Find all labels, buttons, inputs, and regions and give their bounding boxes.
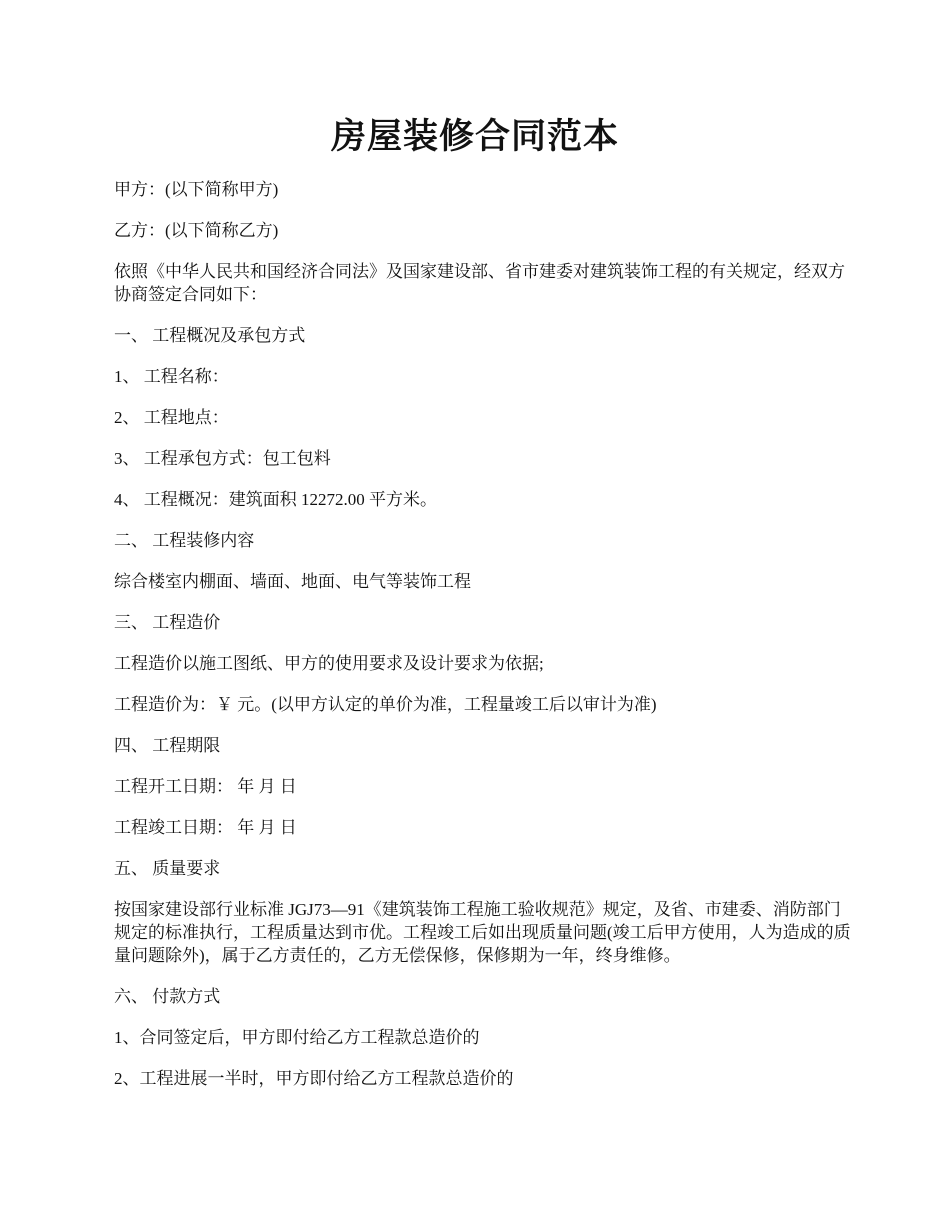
section-heading-4: 四、 工程期限 [114, 736, 221, 755]
section-heading-1: 一、 工程概况及承包方式 [114, 326, 306, 345]
cost-amount-paragraph: 工程造价为：￥ 元。(以甲方认定的单价为准，工程量竣工后以审计为准) [114, 695, 657, 714]
clause-project-location: 2、 工程地点： [114, 408, 229, 427]
party-a-line: 甲方：(以下简称甲方) [114, 180, 279, 199]
payment-clause-2: 2、工程进展一半时，甲方即付给乙方工程款总造价的 [114, 1069, 514, 1088]
clause-project-name: 1、 工程名称： [114, 367, 229, 386]
section-heading-5: 五、 质量要求 [114, 859, 221, 878]
cost-basis-paragraph: 工程造价以施工图纸、甲方的使用要求及设计要求为依据; [114, 654, 544, 673]
start-date-line: 工程开工日期： 年 月 日 [114, 777, 297, 796]
section-heading-2: 二、 工程装修内容 [114, 531, 255, 550]
preamble-paragraph: 依照《中华人民共和国经济合同法》及国家建设部、省市建委对建筑装饰工程的有关规定，经双方协商签定合同如下： [114, 262, 845, 304]
clause-project-overview: 4、 工程概况：建筑面积 12272.00 平方米。 [114, 490, 437, 509]
document-body [114, 178, 854, 1108]
party-b-line: 乙方：(以下简称乙方) [114, 221, 279, 240]
section-heading-3: 三、 工程造价 [114, 613, 221, 632]
payment-clause-1: 1、合同签定后，甲方即付给乙方工程款总造价的 [114, 1028, 480, 1047]
completion-date-line: 工程竣工日期： 年 月 日 [114, 818, 297, 837]
quality-requirements-paragraph: 按国家建设部行业标准 JGJ73—91《建筑装饰工程施工验收规范》规定，及省、市建委、消防部门规定的标准执行，工程质量达到市优。工程竣工后如出现质量问题(竣工后甲方使用，人为造成的质量问题除外)，属于乙方责任的，乙方无偿保修，保修期为一年，终身维修。 [114, 900, 851, 965]
document-title: 房屋装修合同范本 [330, 117, 619, 156]
section-heading-6: 六、 付款方式 [114, 987, 221, 1006]
clause-contract-method: 3、 工程承包方式：包工包料 [114, 449, 331, 468]
decoration-content-paragraph: 综合楼室内棚面、墙面、地面、电气等装饰工程 [114, 572, 471, 591]
